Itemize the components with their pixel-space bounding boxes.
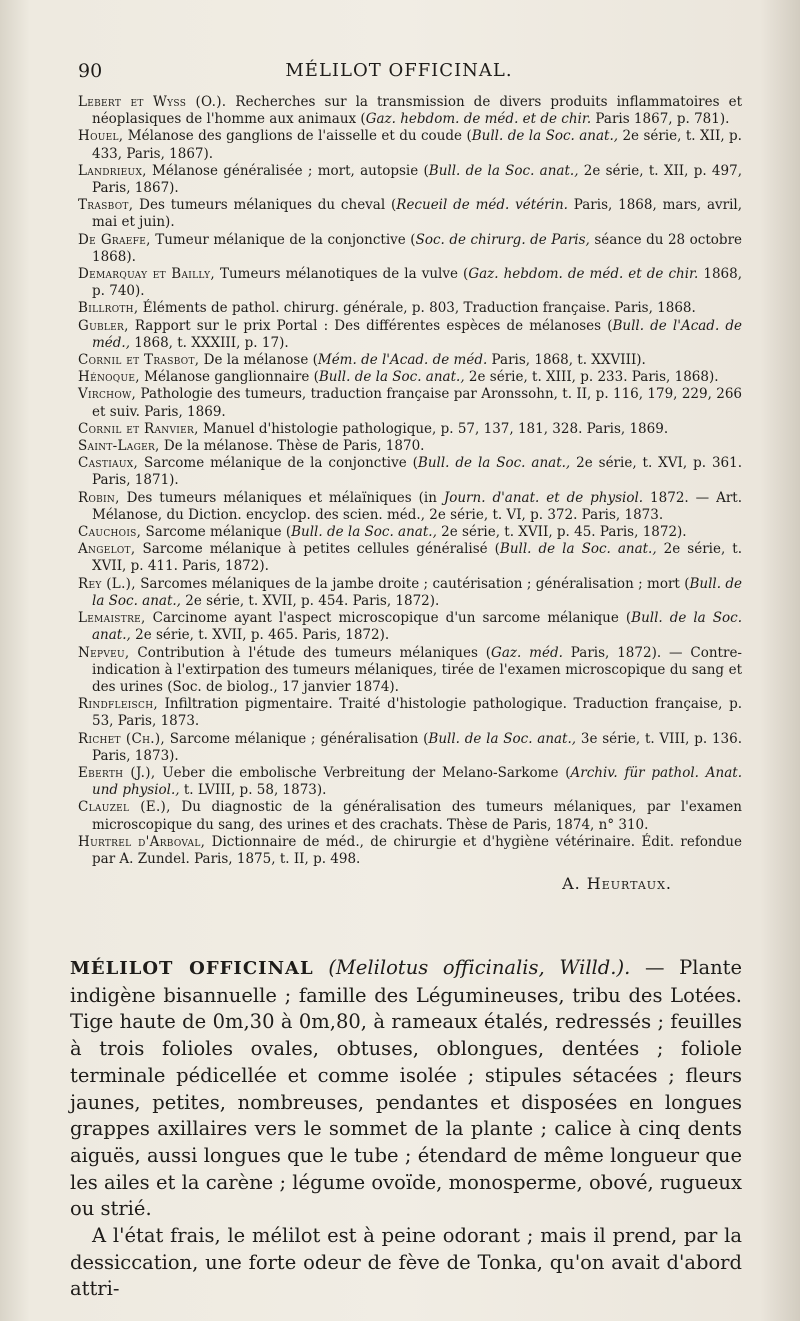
entry-source: Journ. d'anat. et de physiol. — [443, 489, 644, 506]
entry-tail: Paris, 1868, t. XXVIII). — [487, 352, 646, 369]
entry-author: Rindfleisch, — [78, 696, 158, 713]
article-melilot — [70, 955, 742, 1303]
entry-author: Saint-Lager, — [78, 438, 160, 455]
entry-text: Tumeurs mélanotiques de la vulve ( — [214, 266, 469, 283]
entry-author: Richet (Ch.), — [78, 730, 165, 747]
entry-tail: 2e série, t. XVII, p. 45. Paris, 1872). — [436, 524, 687, 541]
entry-source: Bull. de la Soc. anat., — [499, 541, 657, 558]
entry-author: Rey (L.), — [78, 575, 136, 592]
bibliography-entry — [78, 576, 742, 610]
bibliography-entry — [78, 490, 742, 524]
bibliography-entry — [78, 438, 742, 455]
entry-author: Houel, — [78, 128, 124, 145]
entry-text: Des tumeurs mélaniques du cheval ( — [133, 197, 397, 214]
entry-source: Archiv. für pathol. Anat. und physiol., — [92, 764, 742, 799]
bibliography-entry — [78, 197, 742, 231]
entry-source: Bull. de la Soc. anat., — [318, 369, 465, 386]
entry-text: Mélanose ganglionnaire ( — [139, 369, 319, 386]
bibliography-entry — [78, 421, 742, 438]
entry-source: Soc. de chirurg. de Paris, — [415, 231, 590, 248]
bibliography-entry — [78, 524, 742, 541]
entry-tail: séance du 28 octobre 1868). — [92, 231, 743, 265]
bibliography-entry — [78, 541, 742, 575]
article-text-1: — Plante indigène bisannuelle ; famille des Légumineuses, tribu des Lotées. Tige haute de 0m,30 à 0m,80, à rameaux étalés, redressés ; feuilles à trois folioles ovales, obtuses, oblongues, dentées ; foliole terminale pédicellée et comme isolée ; stipules sétacées ; fleurs jaunes, petites, nombreuses, pendantes et disposées en longues grappes axillaires vers le sommet de la plante ; calice à cinq dents aiguës, aussi longues que le tube ; étendard de même longueur que les ailes et la carène ; légume ovoïde, monosperme, obové, rugueux ou strié. — [70, 956, 743, 1221]
entry-tail: 2e série, t. XIII, p. 233. Paris, 1868). — [464, 369, 719, 386]
entry-author: Lebert et Wyss (O.). — [78, 94, 227, 110]
entry-source: Bull. de la Soc. anat., — [92, 575, 743, 609]
entry-source: Bull. de l'Acad. de méd., — [92, 317, 743, 351]
entry-text: Du diagnostic de la généralisation des tumeurs mélaniques, par l'examen microscopique du sang, des urines et des crachats. Thèse de Paris, 1874, n° 310. — [92, 799, 742, 833]
entry-source: Gaz. méd. — [491, 644, 563, 661]
bibliography-entry — [78, 799, 742, 833]
bibliography-entry — [78, 318, 742, 352]
entry-source: Mém. de l'Acad. de méd. — [317, 352, 488, 369]
entry-text: Mélanose généralisée ; mort, autopsie ( — [146, 162, 429, 179]
entry-text: Sarcome mélanique de la conjonctive ( — [138, 455, 418, 472]
bibliography-entry — [78, 352, 742, 369]
entry-tail: t. LVIII, p. 58, 1873). — [179, 782, 327, 799]
author-signature: A. Heurtaux. — [562, 874, 672, 894]
entry-tail: 2e série, t. XVII, p. 411. Paris, 1872). — [92, 541, 743, 575]
bibliography-entry — [78, 386, 742, 420]
entry-author: Eberth (J.), — [78, 764, 156, 781]
entry-author: Virchow, — [78, 386, 137, 403]
page-header — [78, 60, 720, 88]
entry-text: Contribution à l'étude des tumeurs mélaniques ( — [129, 644, 492, 661]
entry-tail: 2e série, t. XVI, p. 361. Paris, 1871). — [92, 455, 743, 489]
headword: MÉLILOT OFFICINAL — [70, 958, 314, 979]
entry-source: Bull. de la Soc. anat., — [92, 610, 742, 644]
entry-text: Mélanose des ganglions de l'aisselle et du coude ( — [123, 128, 472, 145]
latin-name: (Melilotus officinalis, Willd.). — [328, 956, 631, 979]
entry-text: Ueber die embolische Verbreitung der Melano-Sarkome ( — [155, 764, 571, 781]
bibliography-entry — [78, 163, 742, 197]
bibliography-entry — [78, 266, 742, 300]
entry-author: Gubler, — [78, 317, 129, 334]
entry-text: Tumeur mélanique de la conjonctive ( — [150, 231, 416, 248]
entry-source: Bull. de la Soc. anat., — [291, 524, 437, 541]
entry-source: Recueil de méd. vétérin. — [396, 197, 568, 214]
entry-author: Cornil et Ranvier, — [78, 420, 199, 437]
bibliography-entry — [78, 731, 742, 765]
entry-source: Bull. de la Soc. anat., — [417, 455, 571, 472]
entry-text: Rapport sur le prix Portal : Des différentes espèces de mélanoses ( — [128, 317, 613, 334]
entry-tail: Paris, 1868, mars, avril, mai et juin). — [92, 197, 743, 231]
entry-text: De la mélanose. Thèse de Paris, 1870. — [159, 438, 425, 455]
entry-tail: 2e série, t. XVII, p. 454. Paris, 1872). — [180, 592, 440, 609]
entry-text: Sarcomes mélaniques de la jambe droite ; cautérisation ; généralisation ; mort ( — [135, 575, 690, 592]
entry-author: Castiaux, — [78, 455, 139, 472]
entry-author: Demarquay et Bailly, — [78, 266, 215, 283]
entry-text: Pathologie des tumeurs, traduction française par Aronssohn, t. II, p. 116, 179, 229, 266 et suiv. Paris, 1869. — [92, 386, 742, 420]
bibliography-entry — [78, 232, 742, 266]
entry-author: Hénoque, — [78, 369, 140, 386]
entry-author: Nepveu, — [78, 644, 130, 661]
bibliography-entry — [78, 834, 742, 868]
entry-text: Sarcome mélanique ( — [141, 524, 292, 541]
entry-source: Gaz. hebdom. de méd. et de chir. — [468, 266, 699, 283]
bibliography-entry — [78, 645, 742, 697]
entry-source: Bull. de la Soc. anat., — [428, 730, 577, 747]
entry-author: De Graefe, — [78, 231, 151, 248]
bibliography-entry — [78, 94, 742, 128]
bibliography-entry — [78, 696, 742, 730]
entry-text: Infiltration pigmentaire. Traité d'histologie pathologique. Traduction française, p. 53, Paris, 1873. — [92, 696, 742, 730]
article-paragraph-2: A l'état frais, le mélilot est à peine odorant ; mais il prend, par la dessiccation, une forte odeur de fève de Tonka, qu'on avait d'abord attri- — [70, 1224, 742, 1301]
entry-tail: 2e série, t. XII, p. 433, Paris, 1867). — [92, 128, 742, 162]
entry-source: Gaz. hebdom. de méd. et de chir. — [365, 111, 592, 128]
entry-author: Billroth, — [78, 300, 139, 317]
running-title: MÉLILOT OFFICINAL. — [285, 60, 513, 81]
entry-author: Trasbot, — [78, 197, 134, 214]
bibliography-entry — [78, 610, 742, 644]
entry-author: Robin, — [78, 489, 120, 506]
entry-author: Hurtrel d'Arboval, — [78, 833, 206, 850]
bibliography-entry — [78, 765, 742, 799]
entry-tail: 2e série, t. XII, p. 497, Paris, 1867). — [92, 162, 742, 197]
entry-author: Cauchois, — [78, 524, 142, 541]
bibliography-entry — [78, 300, 742, 317]
entry-source: Bull. de la Soc. anat., — [471, 128, 619, 145]
article-paragraph-1 — [70, 955, 742, 1223]
bibliography-entry — [78, 128, 742, 162]
entry-source: Bull. de la Soc. anat., — [428, 162, 579, 179]
bibliography — [78, 94, 742, 893]
entry-author: Clauzel (E.), — [78, 799, 171, 816]
entry-tail: 3e série, t. VIII, p. 136. Paris, 1873). — [92, 730, 743, 764]
entry-text: De la mélanose ( — [199, 352, 318, 369]
bibliography-entry — [78, 455, 742, 489]
entry-tail: 1872. — Art. Mélanose, du Diction. encyclop. des scien. méd., 2e série, t. VI, p. 372. Paris, 1873. — [92, 489, 742, 523]
entry-tail: Paris, 1872). — Contre-indication à l'extirpation des tumeurs mélaniques, tirée de l'examen microscopique du sang et des urines (Soc. de biolog., 17 janvier 1874). — [92, 644, 742, 695]
entry-tail: 1868, p. 740). — [92, 266, 742, 300]
entry-text: Des tumeurs mélaniques et mélaïniques (in — [119, 489, 444, 506]
entry-author: Angelot, — [78, 541, 136, 558]
bibliography-entry — [78, 369, 742, 386]
entry-text: Sarcome mélanique ; généralisation ( — [165, 730, 429, 747]
entry-tail: 2e série, t. XVII, p. 465. Paris, 1872). — [130, 627, 390, 644]
entry-author: Cornil et Trasbot, — [78, 352, 200, 369]
entry-text: Manuel d'histologie pathologique, p. 57, 137, 181, 328. Paris, 1869. — [198, 420, 669, 437]
page-number: 90 — [78, 60, 103, 82]
entry-author: Lemaistre, — [78, 610, 146, 627]
entry-tail: Paris 1867, p. 781). — [591, 111, 730, 128]
entry-author: Landrieux, — [78, 162, 147, 179]
entry-text: Recherches sur la transmission de divers produits inflammatoires et néoplasiques de l'homme aux animaux ( — [92, 94, 742, 128]
entry-text: Dictionnaire de méd., de chirurgie et d'hygiène vétérinaire. Édit. refondue par A. Zundel. Paris, 1875, t. II, p. 498. — [92, 833, 742, 867]
entry-text: Éléments de pathol. chirurg. générale, p. 803, Traduction française. Paris, 1868. — [138, 300, 696, 317]
entry-tail: 1868, t. XXXIII, p. 17). — [130, 334, 289, 351]
entry-text: Carcinome ayant l'aspect microscopique d'un sarcome mélanique ( — [145, 610, 632, 627]
entry-text: Sarcome mélanique à petites cellules généralisé ( — [135, 541, 500, 558]
